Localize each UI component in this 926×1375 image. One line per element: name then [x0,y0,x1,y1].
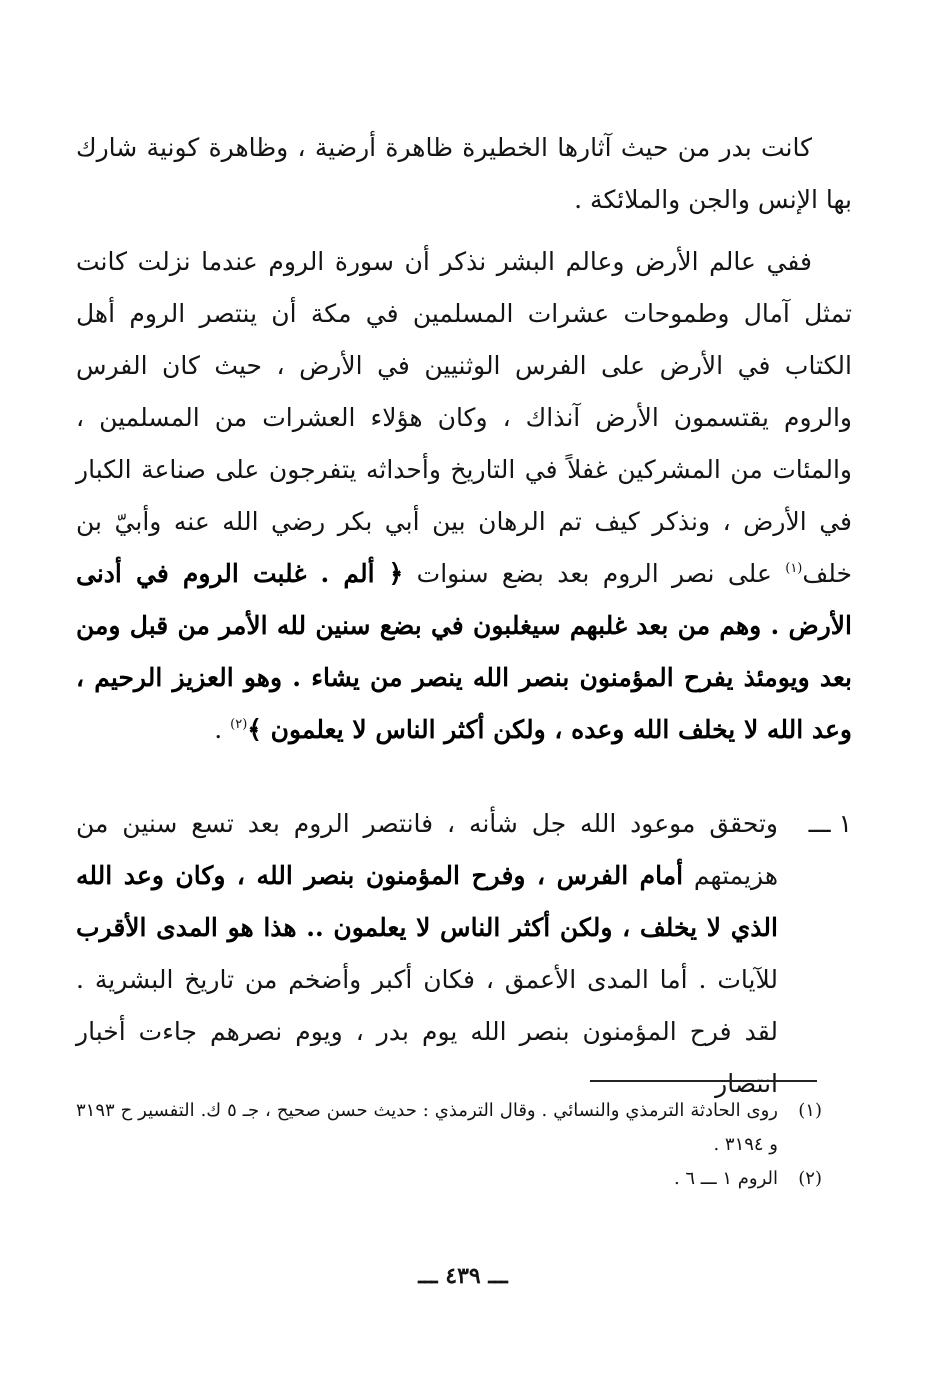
paragraph-rum-text: ففي عالم الأرض وعالم البشر نذكر أن سورة الروم عندما نزلت كانت تمثل آمال وطموحات عشرات المسلمين في مكة أن ينتصر الروم أهل الكتاب في الأرض على الفرس الوثنيين في الأرض ، حيث كان الفرس والروم يقتسمون الأرض آنذاك ، وكان هؤلاء العشرات من المسلمين ، والمئات من المشركين غفلاً في التاريخ وأحداثه يتفرجون على صناعة الكبار في الأرض ، ونذكر كيف تم الرهان بين أبي بكر رضي الله عنه وأبيّ بن خلف [76,247,852,588]
list-item-number: ١ ـــ [808,809,852,838]
footnotes [76,1094,822,1196]
list-item-text-start: وتحقق موعود الله جل شأنه ، فانتصر الروم بعد تسع سنين من هزيمتهم [76,809,779,890]
footnote-2 [76,1162,822,1196]
list-item [76,798,852,1110]
footnote-ref-2: (٢) [230,717,248,732]
paragraph-badr-text: كانت بدر من حيث آثارها الخطيرة ظاهرة أرضية ، وظاهرة كونية شارك بها الإنس والجن والملائكة . [76,133,852,214]
page-number: ـــ ٤٣٩ ـــ [418,1263,508,1289]
list-item-text-end: للآيات . أما المدى الأعمق ، فكان أكبر وأضخم من تاريخ البشرية . لقد فرح المؤمنون بنصر الله يوم بدر ، ويوم نصرهم جاءت أخبار انتصار [76,965,778,1098]
footnote-2-number: (٢) [798,1168,822,1189]
footnote-1-text: روى الحادثة الترمذي والنسائي . وقال الترمذي : حديث حسن صحيح ، جـ ٥ ك. التفسير ح ٣١٩٣ و ٣١٩٤ . [76,1100,778,1155]
paragraph-badr [76,122,852,226]
main-text [76,122,852,1110]
paragraph-rum-continuation: على نصر الروم بعد بضع سنوات [403,559,786,588]
footnote-ref-1: (١) [785,561,803,576]
list-item-bold-text: أمام الفرس ، وفرح المؤمنون بنصر الله ، وكان وعد الله الذي لا يخلف ، ولكن أكثر الناس لا يعلمون .. هذا هو المدى الأقرب [76,861,778,942]
footnote-divider [590,1080,817,1082]
paragraph-rum [76,236,852,756]
footnote-1 [76,1094,822,1162]
footnote-1-number: (١) [798,1100,822,1121]
paragraph-rum-end: . [214,715,231,744]
footnote-2-text: الروم ١ ـــ ٦ . [673,1168,778,1189]
quran-quote: ﴿ ألم . غلبت الروم في أدنى الأرض . وهم من بعد غلبهم سيغلبون في بضع سنين لله الأمر من قبل ومن بعد ويومئذ يفرح المؤمنون بنصر الله ينصر من يشاء . وهو العزيز الرحيم ، وعد الله لا يخلف الله وعده ، ولكن أكثر الناس لا يعلمون ﴾ [76,559,852,744]
